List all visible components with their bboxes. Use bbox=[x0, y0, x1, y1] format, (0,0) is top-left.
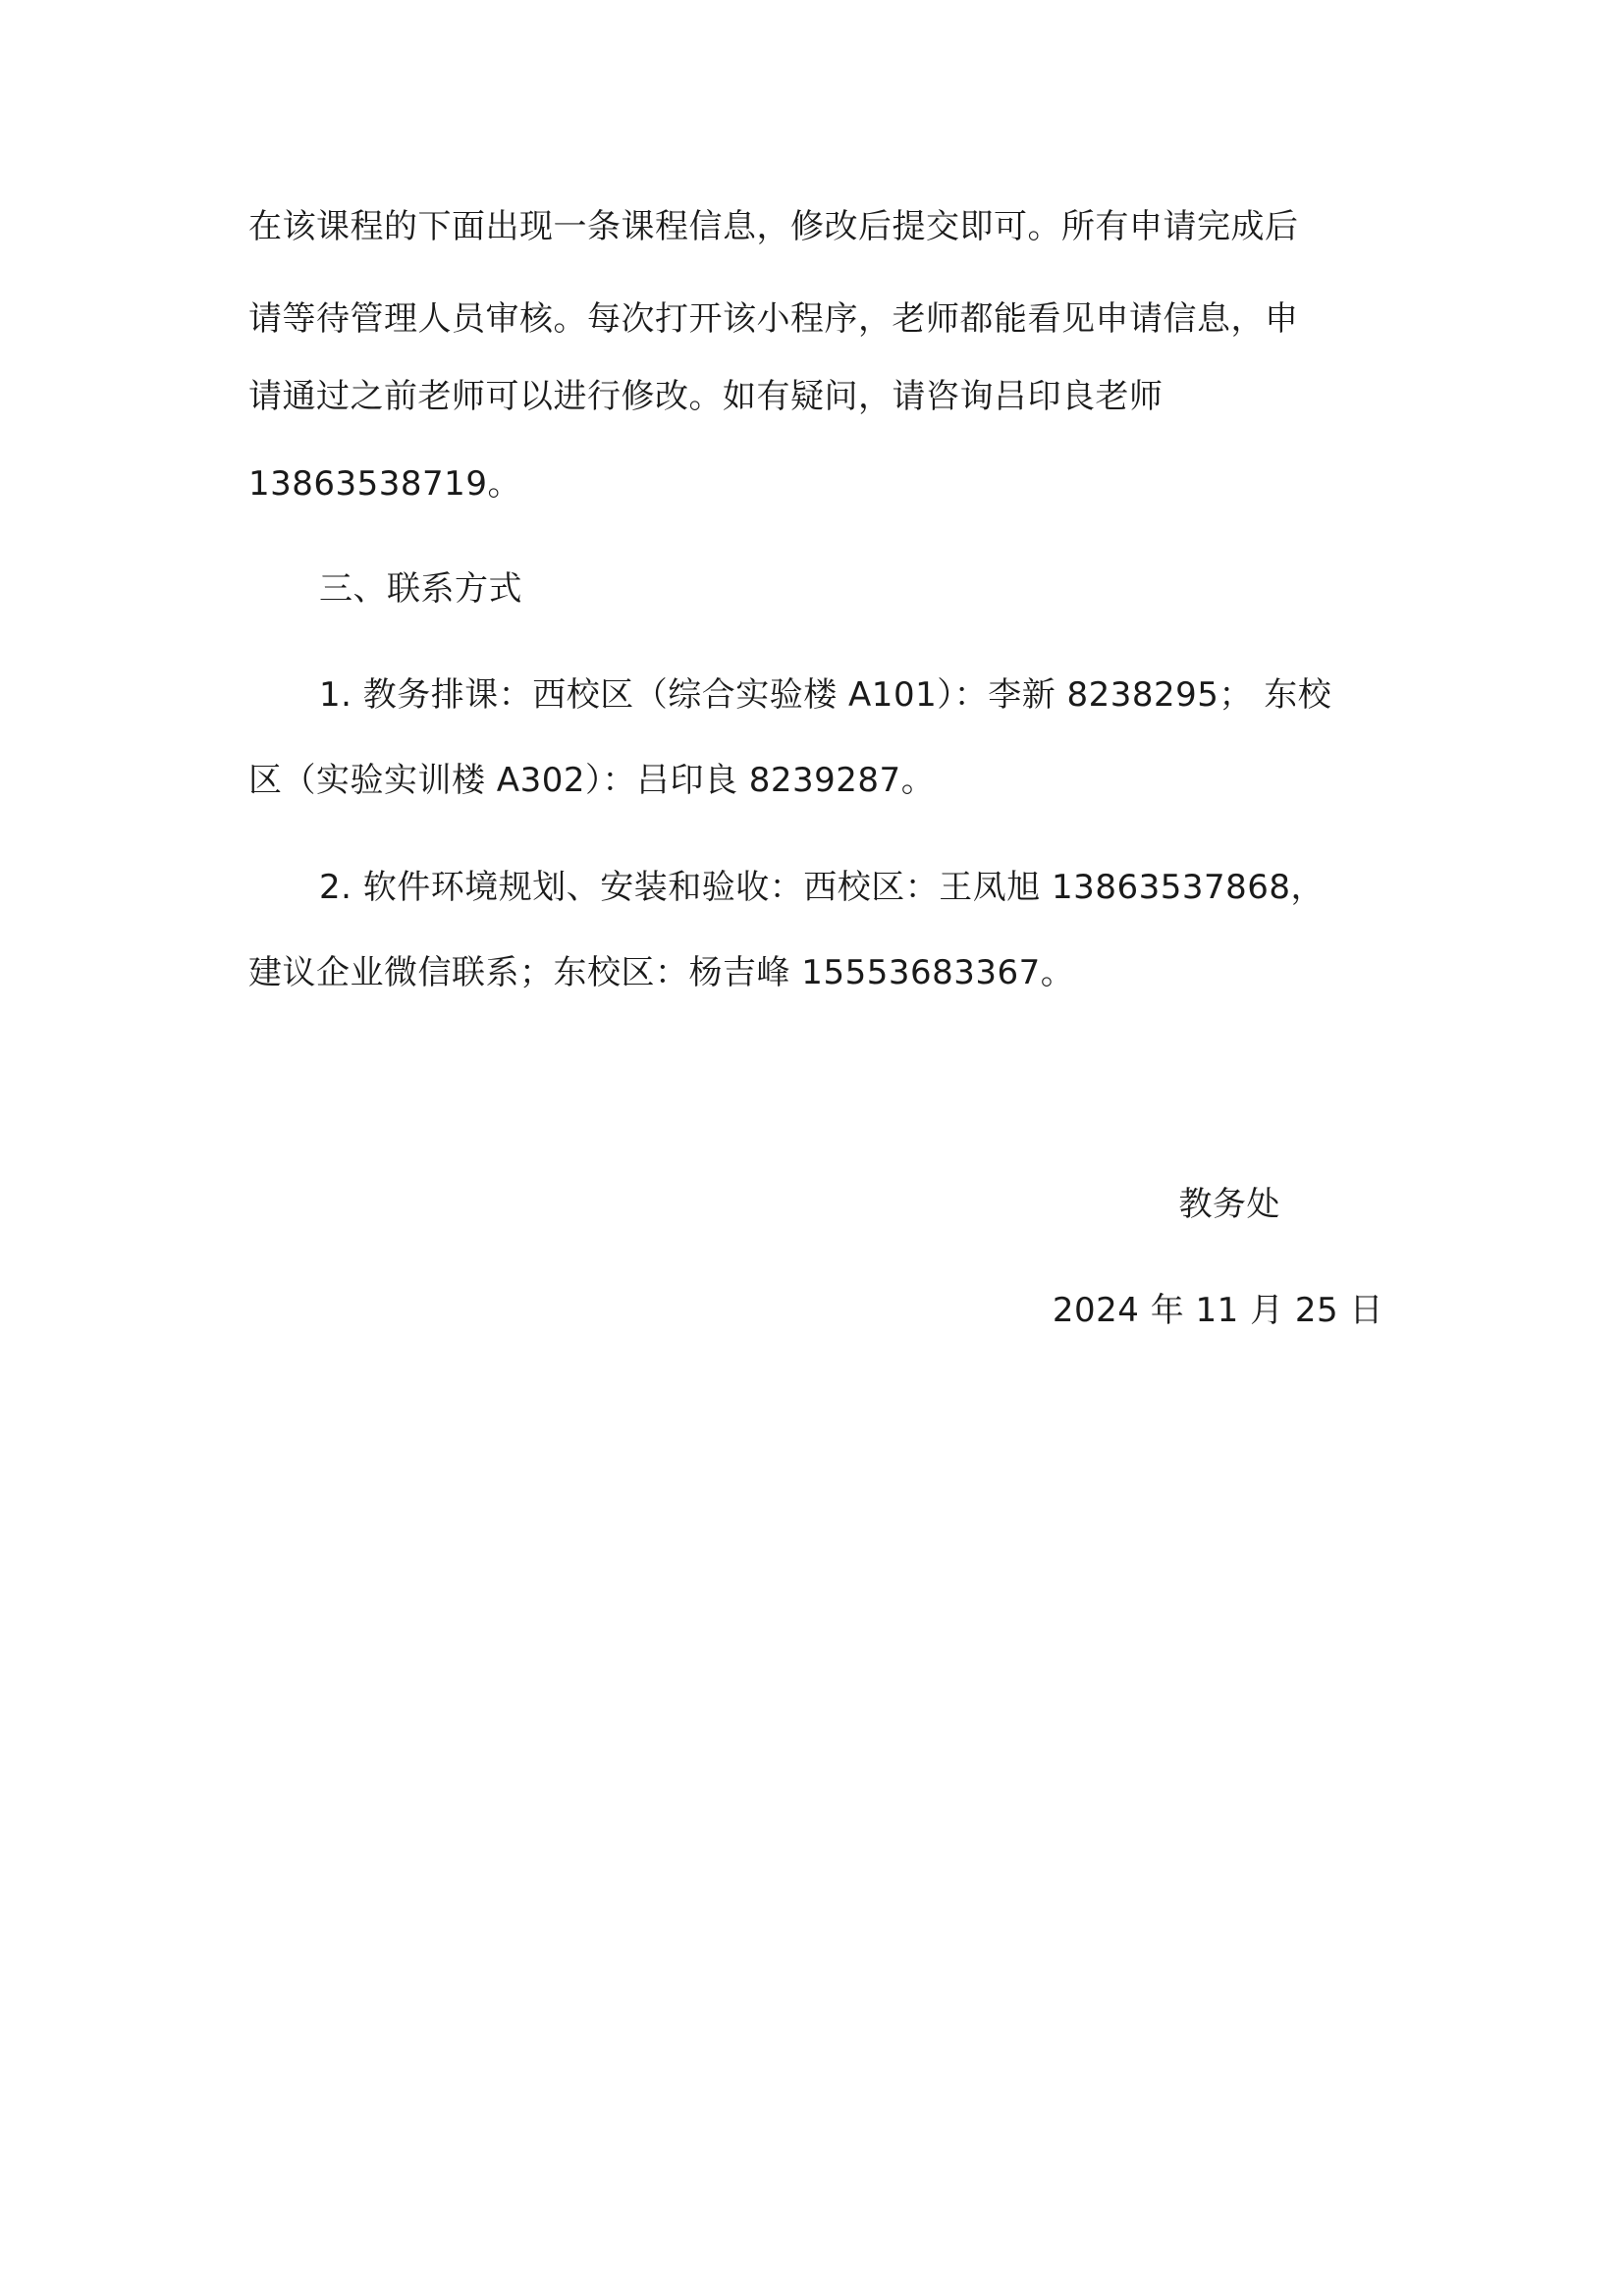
signature-date: 2024 年 11 月 25 日 bbox=[1052, 1291, 1383, 1330]
signature-office: 教务处 bbox=[1178, 1185, 1280, 1224]
contact-item-1-line-1: 1. 教务排课：西校区（综合实验楼 A101）：李新 8238295； 东校 bbox=[319, 675, 1332, 715]
paragraph-line-4: 13863538719。 bbox=[248, 464, 521, 504]
contact-item-2-line-2: 建议企业微信联系；东校区：杨吉峰 15553683367。 bbox=[248, 953, 1075, 992]
paragraph-line-1: 在该课程的下面出现一条课程信息，修改后提交即可。所有申请完成后 bbox=[248, 207, 1299, 246]
paragraph-line-3: 请通过之前老师可以进行修改。如有疑问，请咨询吕印良老师 bbox=[248, 377, 1164, 416]
paragraph-line-2: 请等待管理人员审核。每次打开该小程序，老师都能看见申请信息，申 bbox=[248, 299, 1299, 339]
contact-item-2-line-1: 2. 软件环境规划、安装和验收：西校区：王凤旭 13863537868， bbox=[319, 868, 1326, 907]
section-heading: 三、联系方式 bbox=[319, 569, 522, 609]
contact-item-1-line-2: 区（实验实训楼 A302）：吕印良 8239287。 bbox=[248, 761, 936, 800]
